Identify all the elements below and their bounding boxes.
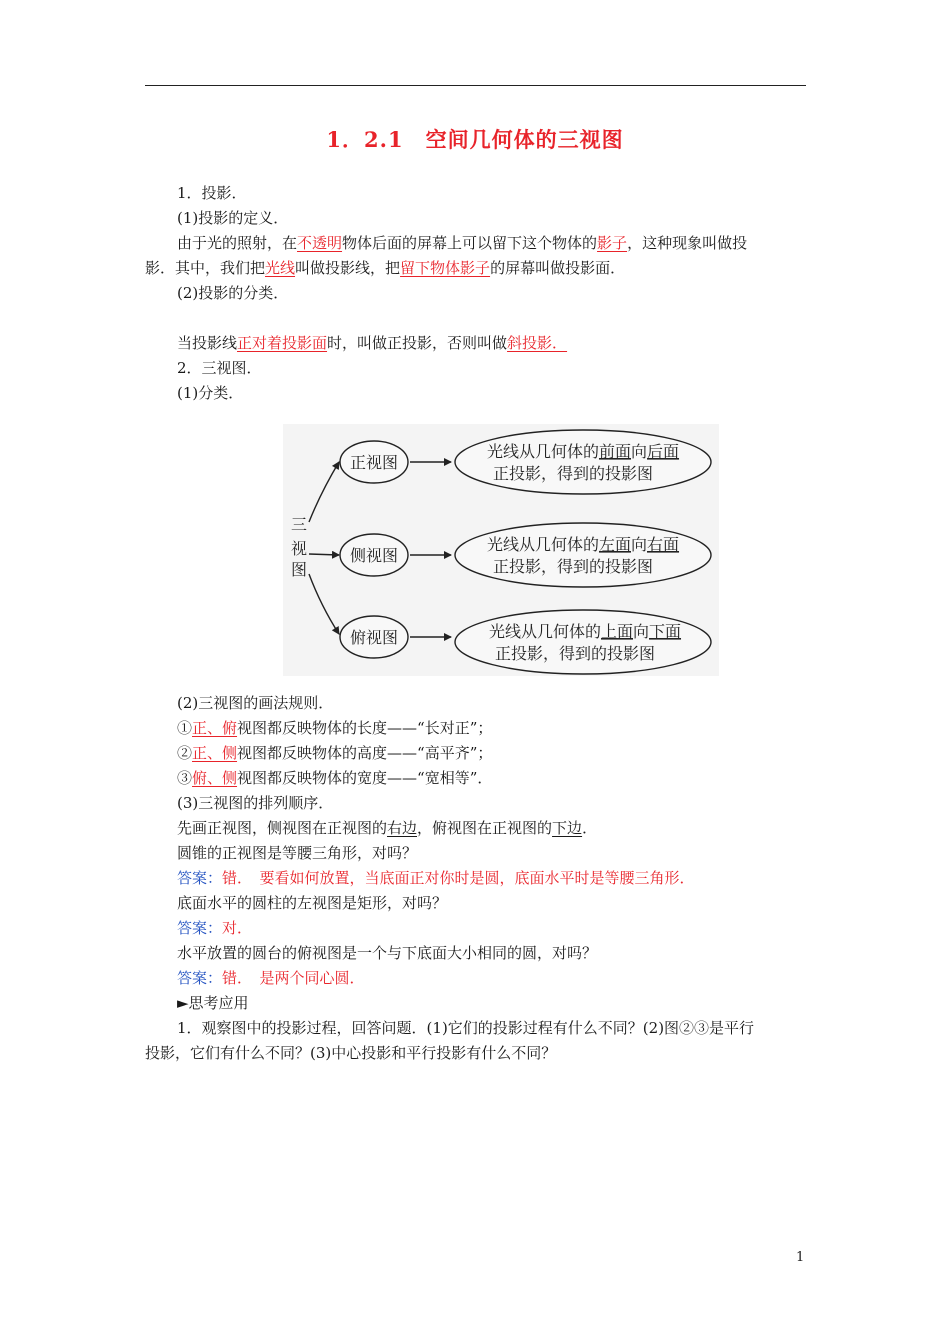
answer-1 — [177, 868, 695, 888]
desc-side-line1 — [487, 535, 679, 554]
fill-oblique: 斜投影． — [507, 334, 568, 352]
question-1: 圆锥的正视图是等腰三角形，对吗？ — [177, 844, 418, 862]
arrangement-line — [177, 818, 597, 838]
text: 先画正视图，侧视图在正视图的 — [177, 819, 388, 837]
projection-classification-heading: (2)投影的分类． — [177, 284, 289, 302]
fill-facing-plane: 正对着投影面 — [237, 334, 328, 352]
text: 物体后面的屏幕上可以留下这个物体的 — [342, 234, 598, 252]
text: ② — [177, 744, 193, 762]
fill-opaque: 不透明 — [297, 234, 343, 252]
text: 视图都反映物体的宽度——“宽相等”． — [237, 769, 493, 787]
rule-2 — [177, 743, 492, 763]
answer-text: 错． 是两个同心圆． — [222, 969, 365, 987]
fill-shadow: 影子 — [597, 234, 628, 252]
t: 后面 — [647, 442, 680, 461]
fill-front-top: 正、俯 — [192, 719, 238, 737]
t: 光线从几何体的 — [486, 442, 599, 461]
page-number: 1 — [796, 1250, 805, 1265]
t: 前面 — [598, 442, 631, 461]
desc-front-line1 — [487, 442, 679, 461]
header-rule — [145, 85, 806, 86]
page-title: 1．2.1 空间几何体的三视图 — [326, 127, 624, 152]
text: 的屏幕叫做投影面． — [490, 259, 626, 277]
text: ① — [177, 719, 193, 737]
answer-label: 答案： — [177, 869, 223, 887]
text: 由于光的照射，在 — [177, 234, 298, 252]
text: ，这种现象叫做投 — [627, 234, 748, 252]
text: 影．其中，我们把 — [145, 259, 266, 277]
desc-ellipse-side — [455, 523, 711, 587]
t: 向 — [633, 622, 650, 641]
text: ③ — [177, 769, 193, 787]
rule-3 — [177, 768, 492, 788]
section-1-heading: 1．投影． — [177, 184, 247, 202]
root-char-2: 视 — [291, 539, 308, 558]
desc-ellipse-top — [455, 610, 711, 674]
text: ，俯视图在正视图的 — [417, 819, 553, 837]
fill-top-side: 俯、侧 — [192, 769, 238, 787]
three-views-diagram — [283, 424, 719, 676]
branch-arrow-side — [309, 554, 339, 555]
fill-shadow-screen: 留下物体影子 — [400, 259, 491, 277]
answer-label: 答案： — [177, 919, 223, 937]
t: 左面 — [598, 535, 631, 554]
text: 当投影线 — [177, 334, 238, 352]
views-classification-heading: (1)分类． — [177, 384, 244, 402]
think-question-line-1: 1．观察图中的投影过程，回答问题．(1)它们的投影过程有什么不同？(2)图②③是平行 — [177, 1019, 755, 1037]
root-char-3: 图 — [291, 560, 308, 579]
text: ． — [582, 819, 598, 837]
think-question-line-2: 投影，它们有什么不同？(3)中心投影和平行投影有什么不同？ — [145, 1044, 557, 1062]
answer-2 — [177, 918, 252, 938]
desc-top-line2: 正投影，得到的投影图 — [494, 644, 656, 663]
fill-right-side: 右边 — [387, 819, 418, 837]
rule-1 — [177, 718, 492, 738]
t: 光线从几何体的 — [486, 535, 599, 554]
definition-line-1 — [177, 233, 747, 253]
fill-front-side: 正、侧 — [192, 744, 238, 762]
projection-definition-heading: (1)投影的定义． — [177, 209, 289, 227]
view-label-front: 正视图 — [349, 453, 399, 472]
diagram-svg — [283, 424, 719, 676]
desc-top-line1 — [489, 622, 681, 641]
t: 右面 — [647, 535, 680, 554]
text: 视图都反映物体的长度——“长对正”； — [237, 719, 493, 737]
definition-line-2 — [145, 258, 625, 278]
answer-text: 对． — [222, 919, 253, 937]
view-label-top: 俯视图 — [349, 628, 399, 647]
fill-below: 下边 — [552, 819, 583, 837]
text: 叫做投影线，把 — [295, 259, 401, 277]
desc-front-line2: 正投影，得到的投影图 — [492, 464, 654, 483]
branch-arrow-top — [309, 574, 339, 634]
answer-label: 答案： — [177, 969, 223, 987]
classification-line — [177, 333, 567, 353]
question-2: 底面水平的圆柱的左视图是矩形，对吗？ — [177, 894, 448, 912]
think-apply-heading: ►思考应用 — [177, 994, 249, 1012]
answer-3 — [177, 968, 365, 988]
desc-ellipse-front — [455, 430, 711, 494]
drawing-rules-heading: (2)三视图的画法规则． — [177, 694, 334, 712]
answer-text: 错． 要看如何放置，当底面正对你时是圆，底面水平时是等腰三角形． — [222, 869, 695, 887]
question-3: 水平放置的圆台的俯视图是一个与下底面大小相同的圆，对吗？ — [177, 944, 598, 962]
t: 下面 — [649, 622, 682, 641]
fill-light: 光线 — [265, 259, 296, 277]
t: 向 — [631, 535, 648, 554]
t: 上面 — [600, 622, 633, 641]
section-2-heading: 2．三视图． — [177, 359, 262, 377]
t: 向 — [631, 442, 648, 461]
view-label-side: 侧视图 — [349, 546, 399, 565]
branch-arrow-front — [309, 462, 339, 522]
t: 光线从几何体的 — [488, 622, 601, 641]
desc-side-line2: 正投影，得到的投影图 — [492, 557, 654, 576]
root-char-1: 三 — [291, 515, 308, 534]
arrangement-heading: (3)三视图的排列顺序． — [177, 794, 334, 812]
text: 视图都反映物体的高度——“高平齐”； — [237, 744, 493, 762]
text: 时，叫做正投影，否则叫做 — [327, 334, 508, 352]
